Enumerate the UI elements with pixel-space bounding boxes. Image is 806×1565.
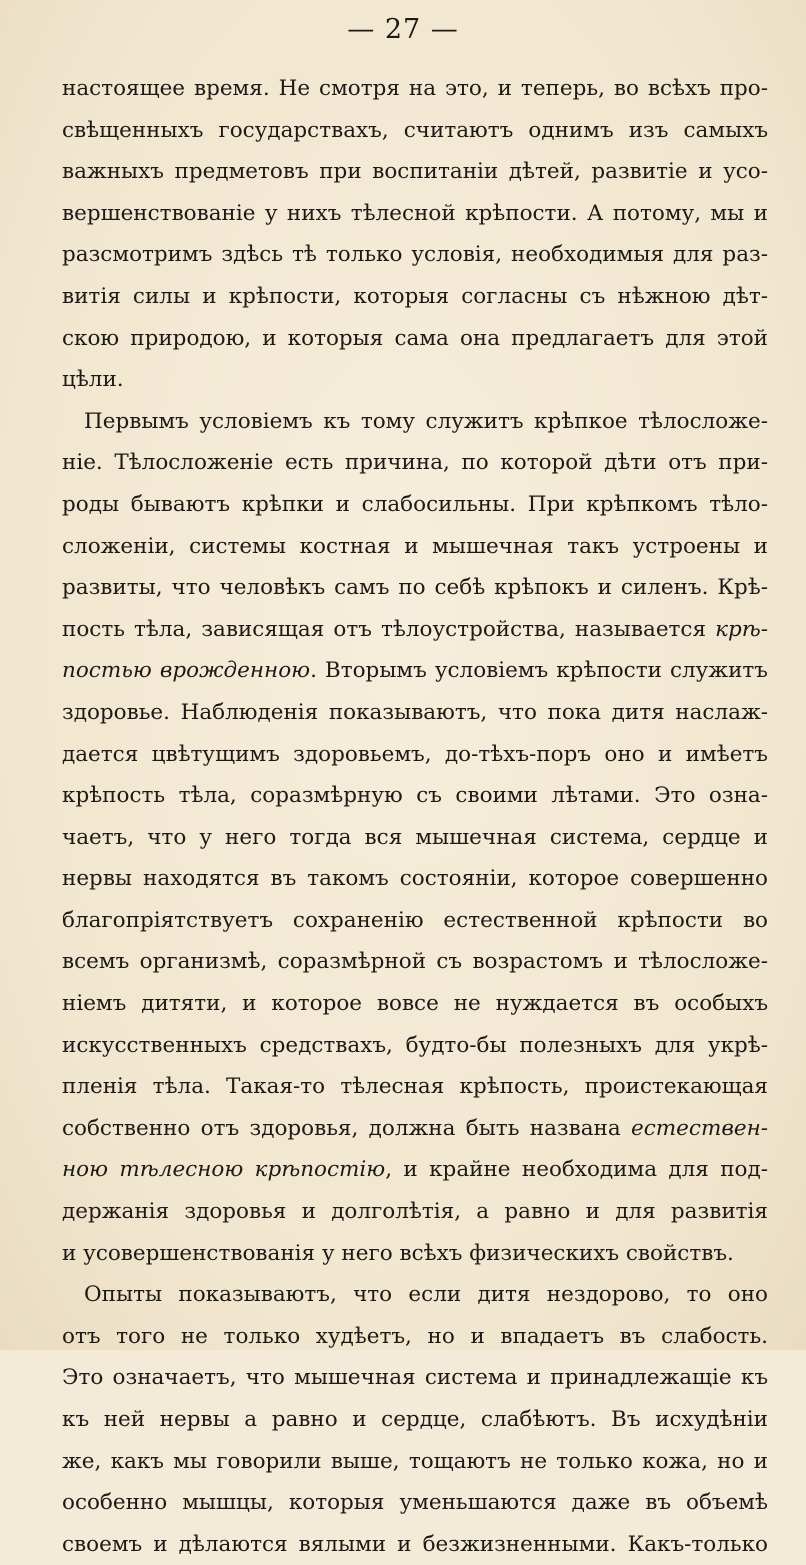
text-line: особенно мышцы, которыя уменьшаются даже въ объемѣ [62,1490,768,1516]
italic-term: естествен- [631,1115,768,1141]
text-line: благопріятствуетъ сохраненію естественной крѣпости во [62,907,768,933]
text-line: здоровье. Наблюденія показываютъ, что пока дитя наслаж- [62,699,768,725]
text-line: нервы находятся въ такомъ состояніи, которое совершенно [62,866,768,892]
text-line: цѣли. [62,367,124,393]
italic-term: крѣ- [715,616,768,642]
text-line: и усовершенствованія у него всѣхъ физическихъ свойствъ. [62,1240,734,1266]
text-line: всемъ организмѣ, соразмѣрной съ возрастомъ и тѣлосложе- [62,949,768,975]
page-number: — 27 — [347,14,459,45]
italic-term: постью врожденною [62,658,311,684]
text-line: къ ней нервы а равно и сердце, слабѣютъ. Въ исхудѣніи [62,1407,768,1432]
text-segment: пость тѣла, зависящая отъ тѣлоустройства, называется [62,616,716,642]
text-line: ніемъ дитяти, и которое вовсе не нуждается въ особыхъ [62,991,768,1017]
text-line: ніе. Тѣлосложеніе есть причина, по которой дѣти отъ при- [62,450,768,476]
text-line: сложеніи, системы костная и мышечная такъ устроены и [62,533,768,559]
text-line: отъ того не только худѣетъ, но и впадаетъ въ слабость. [62,1323,768,1349]
text-line: искусственныхъ средствахъ, будто-бы полезныхъ для укрѣ- [62,1032,768,1058]
text-line: чаетъ, что у него тогда вся мышечная система, сердце и [62,824,768,850]
text-line: развиты, что человѣкъ самъ по себѣ крѣпокъ и силенъ. Крѣ- [62,575,768,601]
text-line-with-italic [62,1149,768,1191]
text-line: роды бываютъ крѣпки и слабосильны. При крѣпкомъ тѣло- [62,491,768,517]
body-text [62,68,768,1565]
text-line-with-italic [62,609,768,651]
text-line: дается цвѣтущимъ здоровьемъ, до-тѣхъ-поръ оно и имѣетъ [62,741,768,767]
text-line: важныхъ предметовъ при воспитаніи дѣтей, развитіе и усо- [62,159,768,185]
text-segment: собственно отъ здоровья, должна быть названа [62,1115,632,1141]
text-line: свѣщенныхъ государствахъ, считаютъ однимъ изъ самыхъ [62,117,768,143]
text-line: настоящее время. Не смотря на это, и теперь, во всѣхъ про- [62,76,768,101]
text-line: Это означаетъ, что мышечная система и принадлежащіе къ [62,1365,768,1391]
text-line-with-italic [62,1108,768,1150]
text-line: вершенствованіе у нихъ тѣлесной крѣпости. А потому, мы и [62,200,768,226]
text-line: же, какъ мы говорили выше, тощаютъ не только кожа, но и [62,1448,768,1474]
text-line: своемъ и дѣлаются вялыми и безжизненными. Какъ-только [62,1531,768,1557]
text-line: скою природою, и которыя сама она предлагаетъ для этой [62,325,768,351]
text-segment: . Вторымъ условіемъ крѣпости служитъ [310,658,768,684]
text-segment: , и крайне необходима для под- [385,1157,768,1183]
paragraph-start-line: Опыты показываютъ, что если дитя нездорово, то оно [84,1282,768,1308]
text-line-with-italic [62,650,768,692]
text-line: витія силы и крѣпости, которыя согласны съ нѣжною дѣт- [62,283,768,309]
paragraph-start-line: Первымъ условіемъ къ тому служитъ крѣпкое тѣлосложе- [84,408,768,434]
text-line: разсмотримъ здѣсь тѣ только условія, необходимыя для раз- [62,242,768,268]
text-line: крѣпость тѣла, соразмѣрную съ своими лѣтами. Это озна- [62,783,768,809]
italic-term: ною тѣлесною крѣпостію [62,1157,386,1183]
text-line: пленія тѣла. Такая-то тѣлесная крѣпость, проистекающая [62,1074,768,1100]
text-line: держанія здоровья и долголѣтія, а равно и для развитія [62,1199,768,1225]
